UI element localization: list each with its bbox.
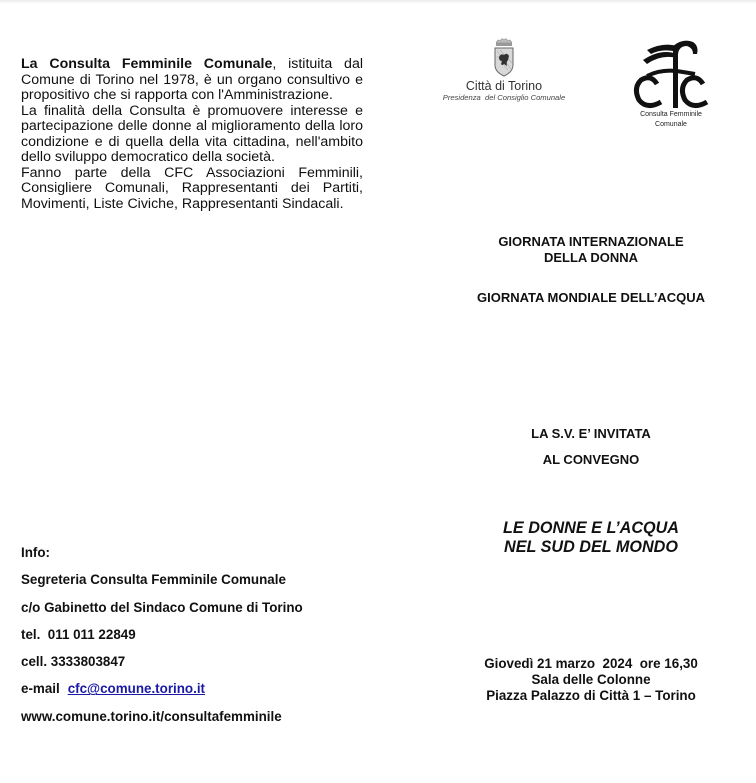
page-top-edge — [0, 0, 756, 4]
occasion-line-2: DELLA DONNA — [543, 250, 639, 265]
email-label: e-mail — [21, 681, 60, 697]
cfc-name-line-1: Consulta Femminile — [640, 111, 702, 118]
conference-title-line-1: LE DONNE E L’ACQUA — [503, 519, 679, 537]
event-details — [440, 656, 742, 704]
org-name: La Consulta Femminile Comunale — [21, 56, 273, 72]
conference-title — [440, 519, 742, 557]
torino-subtitle: Presidenza del Consiglio Comunale — [442, 93, 566, 102]
cfc-logo-icon — [633, 38, 709, 110]
invitation — [440, 421, 742, 473]
info-heading: Info: — [21, 545, 50, 560]
info-cell: cell. 3333803847 — [21, 654, 126, 670]
torino-name: Città di Torino — [465, 79, 543, 93]
conference-title-line-2: NEL SUD DEL MONDO — [504, 538, 678, 556]
info-tel: tel. 011 011 22849 — [21, 626, 136, 642]
invitation-line-2: AL CONVEGNO — [542, 452, 640, 467]
intro-paragraph-2: La finalità della Consulta è promuovere interesse e partecipazione delle donne al miglioramento della loro condizione e di quella della vita cittadina, nell'ambito dello sviluppo democratico della società. — [21, 102, 363, 165]
cfc-name-line-2: Comunale — [655, 120, 687, 128]
cfc-logo — [628, 38, 714, 129]
occasion-water — [440, 290, 742, 306]
event-address: Piazza Palazzo di Città 1 – Torino — [486, 688, 696, 703]
intro-paragraph-1 — [21, 57, 363, 104]
info-website: www.comune.torino.it/consultafemminile — [21, 708, 282, 724]
occasion-title — [440, 234, 742, 266]
intro-text — [21, 57, 363, 212]
contact-info — [21, 539, 381, 730]
info-office: Segreteria Consulta Femminile Comunale — [21, 572, 286, 588]
info-email-row — [21, 675, 381, 702]
event-room: Sala delle Colonne — [531, 672, 651, 687]
email-link[interactable]: cfc@comune.torino.it — [67, 681, 206, 697]
city-crest-icon — [492, 37, 516, 77]
occasion-line-1: GIORNATA INTERNAZIONALE — [498, 234, 684, 249]
invitation-line-1: LA S.V. E’ INVITATA — [531, 426, 651, 441]
occasion-line-3: GIORNATA MONDIALE DELL’ACQUA — [477, 290, 705, 305]
info-address: c/o Gabinetto del Sindaco Comune di Torino — [21, 599, 303, 615]
event-datetime: Giovedì 21 marzo 2024 ore 16,30 — [484, 656, 698, 671]
intro-paragraph-3: Fanno parte della CFC Associazioni Femminili, Consigliere Comunali, Rappresentanti dei Partiti, Movimenti, Liste Civiche, Rappresentanti Sindacali. — [21, 164, 363, 212]
citta-di-torino-logo — [424, 37, 584, 103]
intro-p1-text: , istituita dal Comune di Torino nel 1978, è un organo consultivo e propositivo che si rapporta con l'Amministrazione. — [21, 56, 363, 103]
